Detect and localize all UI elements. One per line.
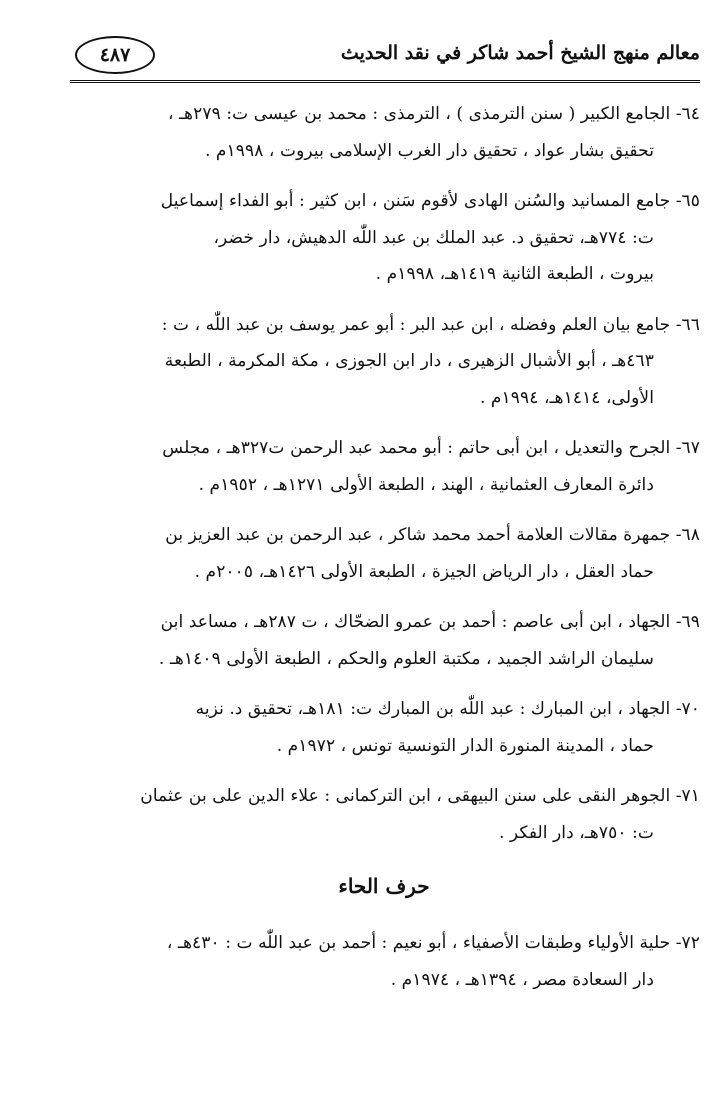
bibliography-entry-72 (68, 925, 700, 998)
bibliography-list (68, 96, 700, 1012)
entry-line: دار السعادة مصر ، ١٣٩٤هـ ، ١٩٧٤م . (390, 969, 654, 990)
entry-line: ٦٥- جامع المسانيد والسُنن الهادى لأقوم سَنن ، ابن كثير : أبو الفداء إسماعيل (160, 191, 700, 211)
entry-line: دائرة المعارف العثمانية ، الهند ، الطبعة الأولى ١٢٧١هـ ، ١٩٥٢م . (198, 474, 654, 495)
entry-line: ت: ٧٧٤هـ، تحقيق د. عبد الملك بن عبد اللّٰه الدهيش، دار خضر، (213, 227, 654, 248)
entry-line: ٦٨- جمهرة مقالات العلامة أحمد محمد شاكر ، عبد الرحمن بن عبد العزيز بن (165, 525, 700, 545)
page-number-badge: ٤٨٧ (75, 36, 155, 74)
entry-line: حماد العقل ، دار الرياض الجيزة ، الطبعة الأولى ١٤٢٦هـ، ٢٠٠٥م . (194, 561, 654, 582)
entry-line: ٤٦٣هـ ، أبو الأشبال الزهيرى ، دار ابن الجوزى ، مكة المكرمة ، الطبعة (164, 351, 654, 371)
header-rule (70, 80, 700, 83)
entry-line: ٧٢- حلية الأولياء وطبقات الأصفياء ، أبو نعيم : أحمد بن عبد اللّٰه ت : ٤٣٠هـ ، (166, 933, 700, 953)
bibliography-entry-66 (68, 307, 700, 417)
entry-line: حماد ، المدينة المنورة الدار التونسية تونس ، ١٩٧٢م . (276, 735, 654, 756)
entry-line: ٦٧- الجرح والتعديل ، ابن أبى حاتم : أبو محمد عبد الرحمن ت٣٢٧هـ ، مجلس (162, 438, 700, 458)
running-header (70, 26, 700, 78)
entry-line: سليمان الراشد الجميد ، مكتبة العلوم والحكم ، الطبعة الأولى ١٤٠٩هـ . (158, 648, 654, 669)
entry-line: تحقيق بشار عواد ، تحقيق دار الغرب الإسلامى بيروت ، ١٩٩٨م . (204, 140, 654, 161)
bibliography-entry-64 (68, 96, 700, 169)
bibliography-entry-70 (68, 691, 700, 764)
bibliography-entry-71 (68, 778, 700, 851)
section-heading: حرف الحاء (338, 874, 430, 898)
running-header-title: معالم منهج الشيخ أحمد شاكر في نقد الحديث (340, 42, 700, 64)
entry-line: الأولى، ١٤١٤هـ، ١٩٩٤م . (479, 387, 654, 408)
bibliography-entry-67 (68, 430, 700, 503)
entry-line: ٦٩- الجهاد ، ابن أبى عاصم : أحمد بن عمرو الضحّاك ، ت ٢٨٧هـ ، مساعد ابن (160, 612, 700, 632)
entry-line: بيروت ، الطبعة الثانية ١٤١٩هـ، ١٩٩٨م . (375, 264, 654, 284)
bibliography-entry-65 (68, 183, 700, 293)
entry-line: ٦٦- جامع بيان العلم وفضله ، ابن عبد البر : أبو عمر يوسف بن عبد اللّٰه ، ت : (161, 314, 700, 335)
entry-line: ٧١- الجوهر النقى على سنن البيهقى ، ابن التركمانى : علاء الدين على بن عثمان (140, 786, 700, 806)
entry-line: ٦٤- الجامع الكبير ( سنن الترمذى ) ، الترمذى : محمد بن عيسى ت: ٢٧٩هـ ، (168, 104, 700, 124)
bibliography-entry-69 (68, 604, 700, 677)
entry-line: ٧٠- الجهاد ، ابن المبارك : عبد اللّٰه بن المبارك ت: ١٨١هـ، تحقيق د. نزيه (195, 699, 700, 719)
entry-line: ت: ٧٥٠هـ، دار الفكر . (498, 822, 654, 843)
bibliography-entry-68 (68, 517, 700, 590)
